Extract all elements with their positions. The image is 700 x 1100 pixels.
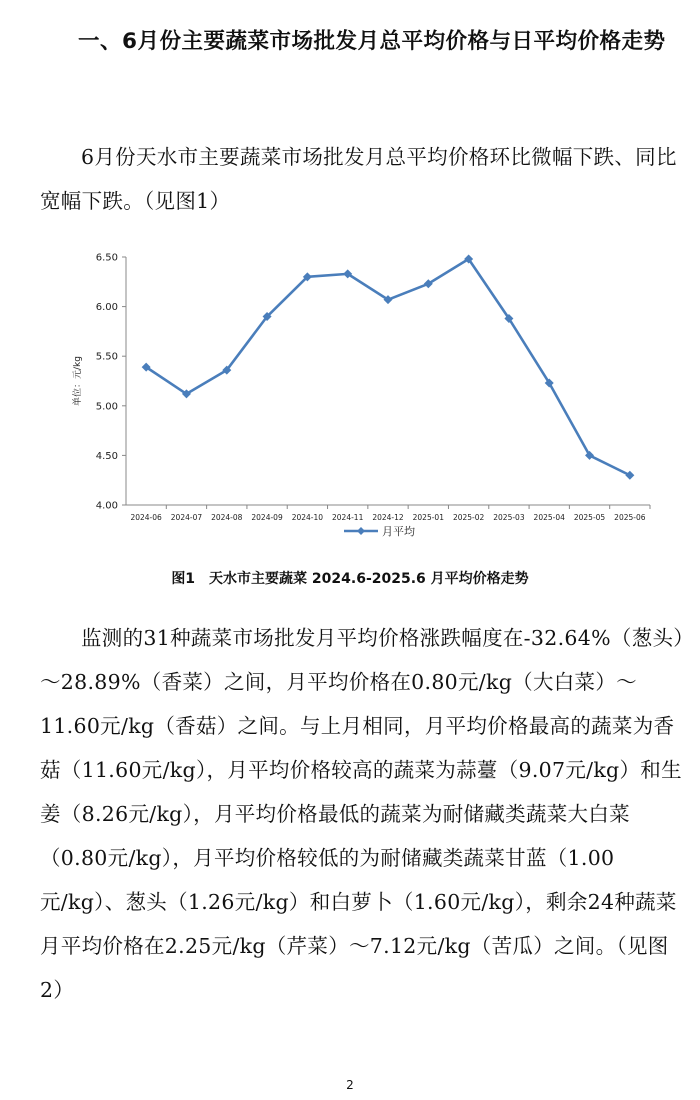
y-axis-label: 单位：元/kg	[73, 356, 83, 406]
figure-caption: 图1 天水市主要蔬菜 2024.6-2025.6 月平均价格走势	[171, 571, 529, 587]
y-tick-label: 6.50	[95, 252, 118, 264]
y-tick-label: 4.00	[95, 500, 118, 512]
x-tick-label: 2025-02	[452, 513, 485, 522]
legend-marker	[357, 527, 365, 535]
y-tick-label: 4.50	[95, 450, 118, 462]
paragraph-detail: 监测的31种蔬菜市场批发月平均价格涨跌幅度在-32.64%（葱头）～28.89%（香菜）之间，月平均价格在0.80元/kg（大白菜）～11.60元/kg（香菇）之间。与上月相同，月平均价格最高的蔬菜为香菇（11.60元/kg），月平均价格较高的蔬菜为蒜薹（9.07元/kg）和生姜（8.26元/kg），月平均价格最低的蔬菜为耐储藏类蔬菜大白菜（0.80元/kg），月平均价格较低的为耐储藏类蔬菜甘蓝（1.00元/kg）、葱头（1.26元/kg）和白萝卜（1.60元/kg），剩余24种蔬菜月平均价格在2.25元/kg（芹菜）～7.12元/kg（苦瓜）之间。（见图2）	[40, 626, 684, 1002]
x-tick-label: 2024-09	[251, 513, 283, 522]
x-tick-label: 2025-01	[412, 513, 444, 522]
y-tick-label: 6.00	[95, 302, 118, 314]
data-point-marker	[625, 471, 634, 480]
x-tick-label: 2025-06	[614, 513, 646, 522]
x-tick-label: 2024-07	[170, 513, 203, 522]
x-tick-label: 2025-03	[493, 513, 525, 522]
x-tick-label: 2024-10	[291, 513, 324, 522]
x-tick-label: 2025-05	[573, 513, 606, 522]
section-heading: 一、6月份主要蔬菜市场批发月总平均价格与日平均价格走势	[78, 29, 666, 54]
y-tick-label: 5.00	[95, 401, 118, 413]
x-tick-label: 2024-08	[211, 513, 243, 522]
x-tick-label: 2024-11	[332, 513, 364, 522]
legend-label: 月平均	[382, 525, 415, 538]
paragraph-summary: 6月份天水市主要蔬菜市场批发月总平均价格环比微幅下跌、同比宽幅下跌。（见图1）	[40, 145, 677, 213]
x-tick-label: 2025-04	[533, 513, 565, 522]
y-tick-label: 5.50	[95, 351, 118, 363]
x-tick-label: 2024-06	[130, 513, 162, 522]
series-line-monthly-average	[146, 259, 630, 475]
chart-svg	[60, 232, 660, 552]
x-tick-label: 2024-12	[372, 513, 404, 522]
price-trend-chart	[60, 232, 660, 552]
page-number: 2	[346, 1078, 354, 1092]
